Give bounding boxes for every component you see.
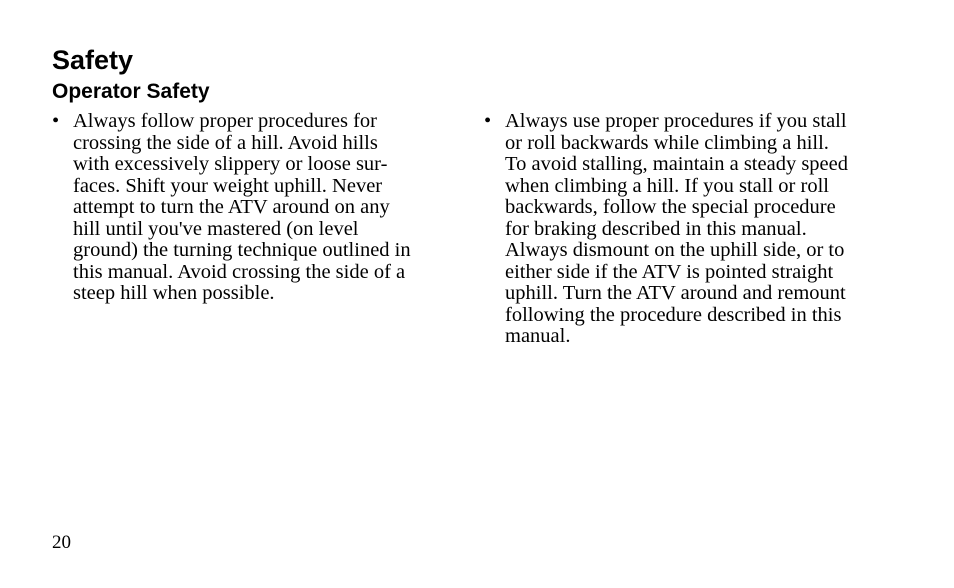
bullet-icon: • xyxy=(484,110,492,132)
bullet-item-hill-crossing xyxy=(52,111,452,305)
text-line: either side if the ATV is pointed straight xyxy=(505,260,834,283)
text-line: Always use proper procedures if you stall xyxy=(505,110,847,132)
page-number: 20 xyxy=(52,532,71,553)
text-line: attempt to turn the ATV around on any xyxy=(73,196,390,218)
text-line: for braking described in this manual. xyxy=(505,217,807,240)
subsection-title: Operator Safety xyxy=(52,80,210,103)
text-line: crossing the side of a hill. Avoid hills xyxy=(73,131,378,154)
bullet-text xyxy=(505,111,884,348)
text-line: backwards, follow the special procedure xyxy=(505,196,836,218)
bullet-icon: • xyxy=(52,110,60,132)
bullet-text xyxy=(73,111,452,305)
text-line: following the procedure described in this xyxy=(505,303,842,326)
text-line: Always dismount on the uphill side, or to xyxy=(505,239,845,261)
text-line: with excessively slippery or loose sur- xyxy=(73,153,388,175)
bullet-item-stall-procedure xyxy=(484,111,884,348)
section-title: Safety xyxy=(52,45,134,75)
text-line: or roll backwards while climbing a hill. xyxy=(505,131,829,154)
text-line: when climbing a hill. If you stall or roll xyxy=(505,174,829,197)
text-line: faces. Shift your weight uphill. Never xyxy=(73,174,383,197)
text-line: To avoid stalling, maintain a steady speed xyxy=(505,153,848,175)
left-column xyxy=(52,111,452,305)
text-line: hill until you've mastered (on level xyxy=(73,217,359,240)
text-line: steep hill when possible. xyxy=(73,282,275,304)
text-line: ground) the turning technique outlined in xyxy=(73,239,411,261)
text-line: manual. xyxy=(505,325,571,347)
right-column xyxy=(484,111,884,348)
text-line: this manual. Avoid crossing the side of a xyxy=(73,260,406,283)
text-line: uphill. Turn the ATV around and remount xyxy=(505,282,846,304)
text-line: Always follow proper procedures for xyxy=(73,110,377,132)
